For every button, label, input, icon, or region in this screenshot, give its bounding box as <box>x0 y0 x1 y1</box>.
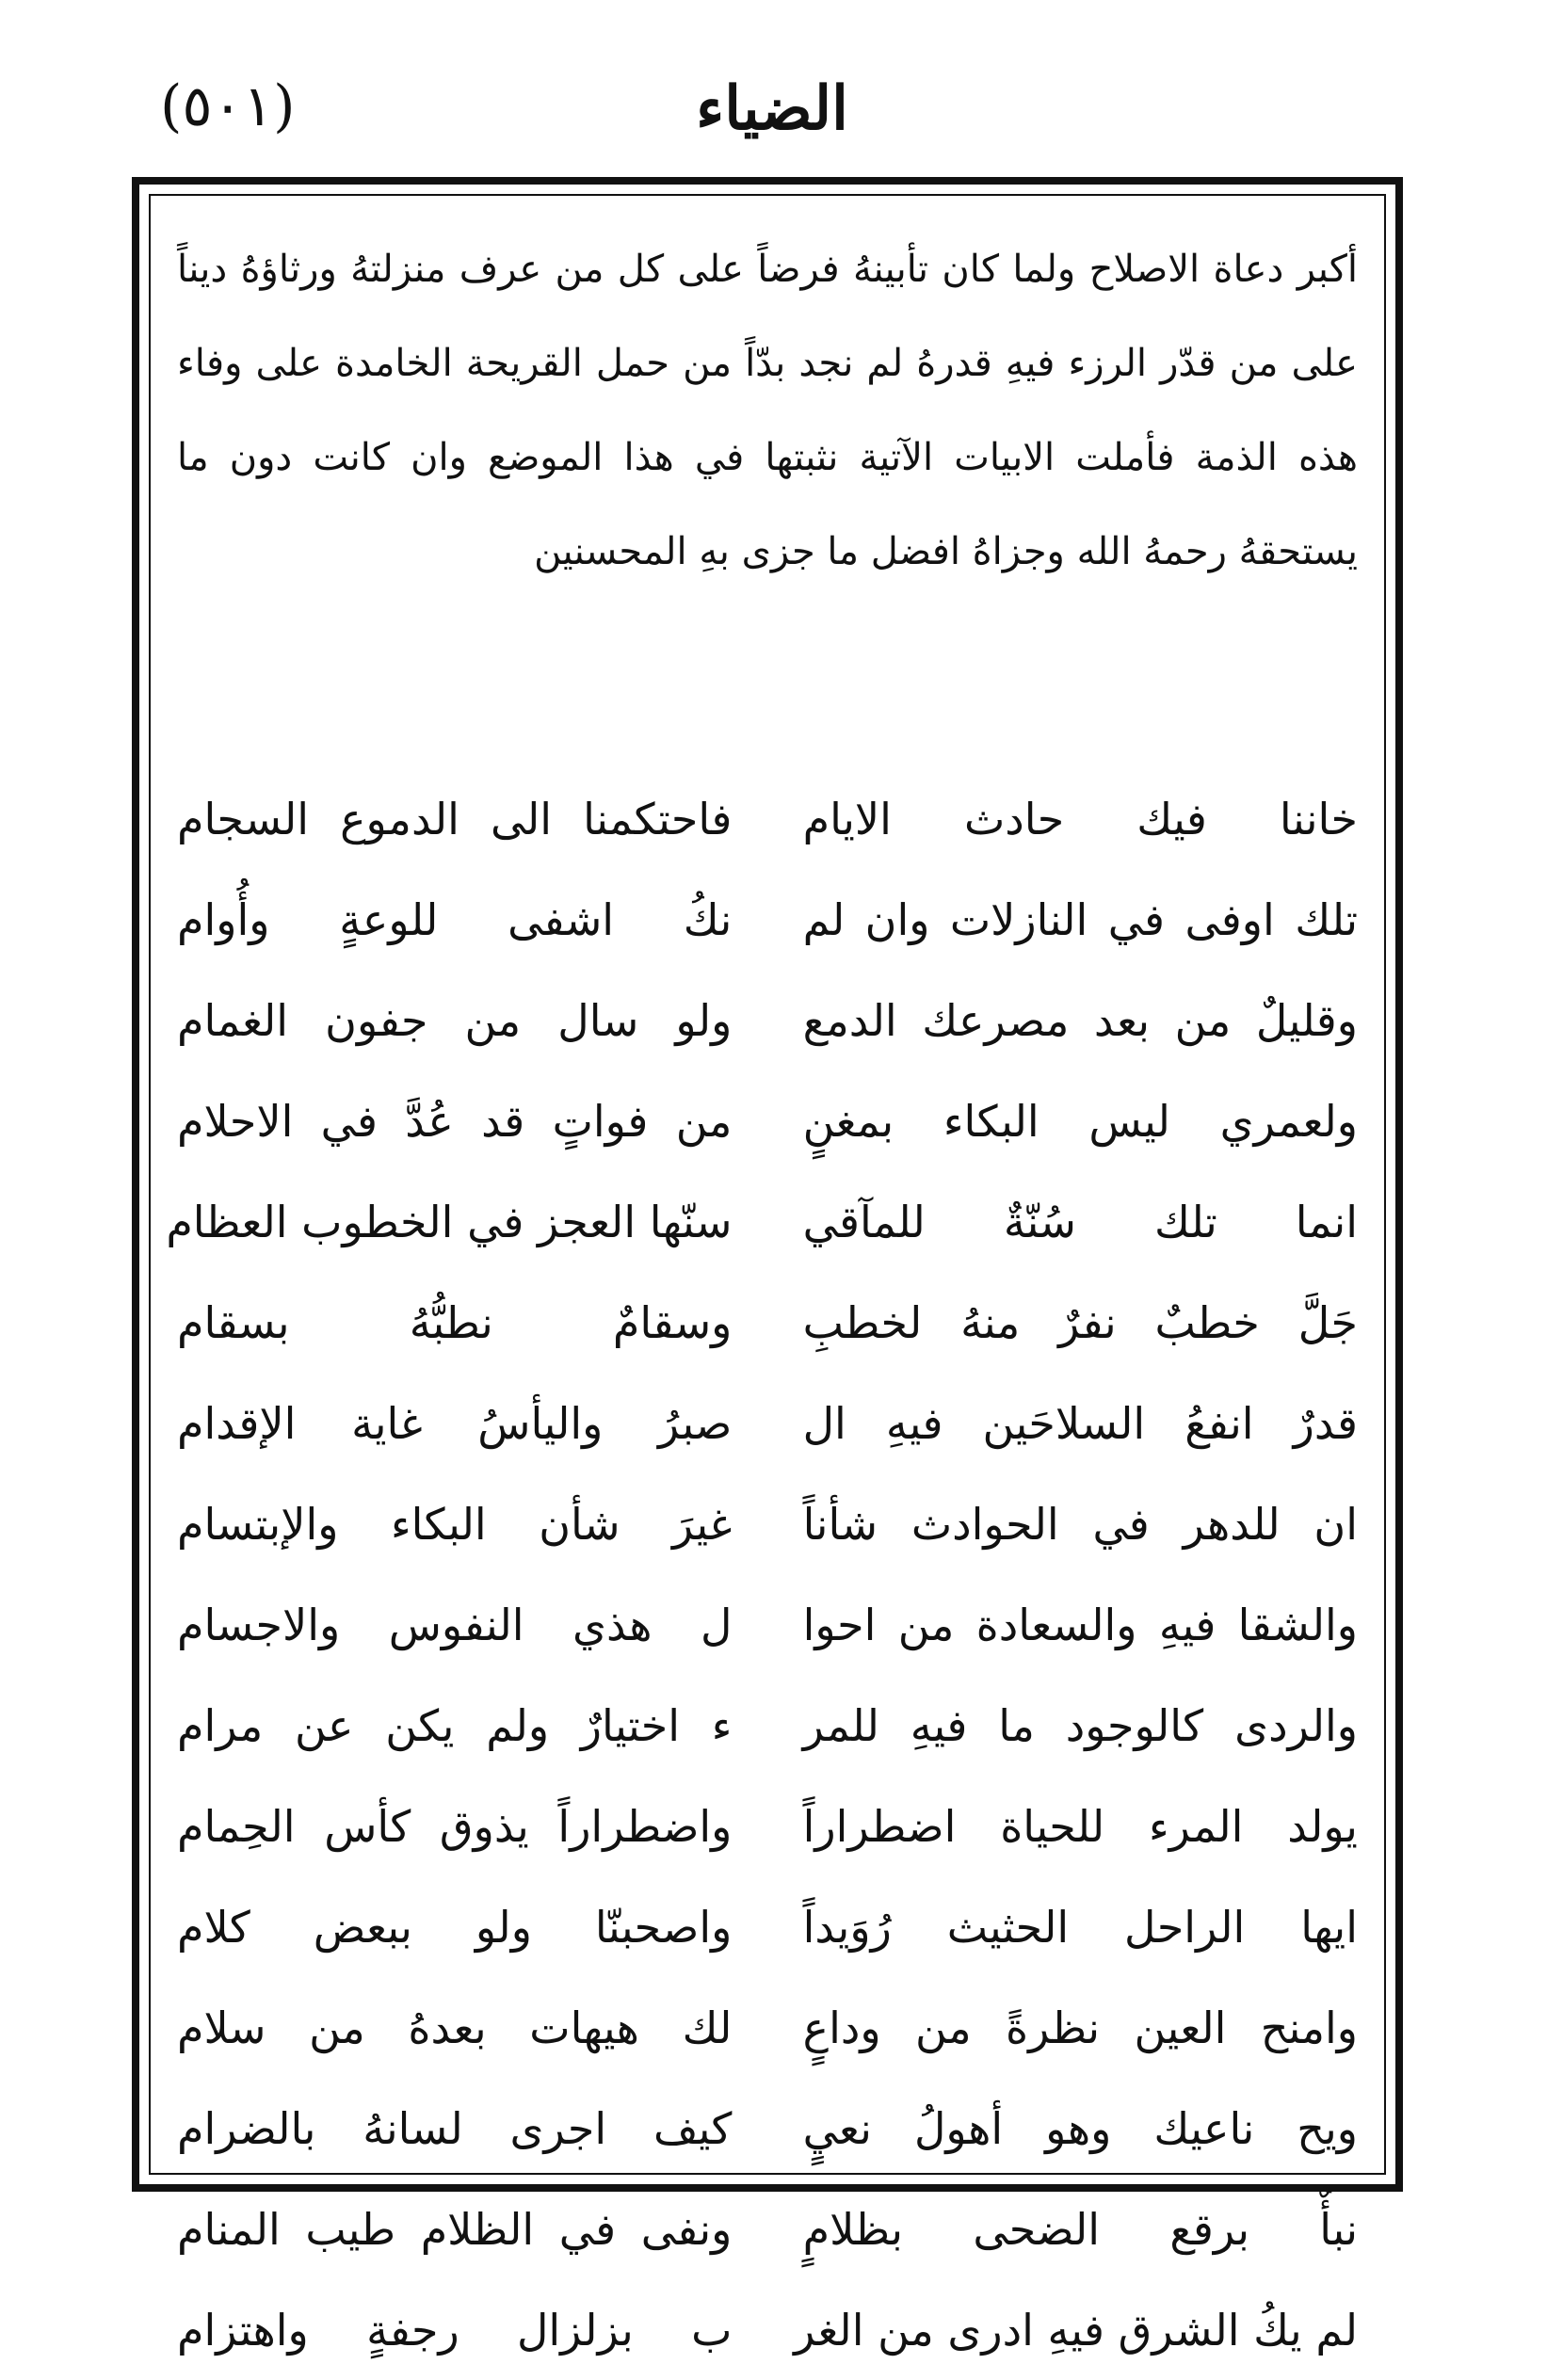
verse-second-hemistich: لك هيهات بعدهُ من سلام <box>177 2002 733 2053</box>
verse-first-hemistich: ان للدهر في الحوادث شأناً <box>802 1498 1358 1550</box>
verse-line <box>177 768 1358 869</box>
page-number: (٥٠١) <box>160 73 296 139</box>
page-frame <box>132 177 1403 2356</box>
verse-line <box>177 2078 1358 2179</box>
verse-first-hemistich: لم يكُ الشرق فيهِ ادرى من الغر <box>794 2304 1358 2356</box>
verse-first-hemistich: ويح ناعيك وهو أهولُ نعيٍ <box>802 2102 1358 2154</box>
verse-first-hemistich: والشقا فيهِ والسعادة من احوا <box>802 1599 1358 1650</box>
verse-line <box>177 1574 1358 1675</box>
journal-title: الضياء <box>696 73 848 144</box>
verse-line <box>177 1776 1358 1876</box>
verse-second-hemistich: ل هذي النفوس والاجسام <box>177 1599 733 1650</box>
verse-line <box>177 1070 1358 1171</box>
verse-second-hemistich: صبرُ واليأسُ غاية الإقدام <box>177 1397 733 1449</box>
verse-first-hemistich: جَلَّ خطبٌ نفرٌ منهُ لخطبِ <box>802 1296 1358 1348</box>
verse-second-hemistich: ء اختيارٌ ولم يكن عن مرام <box>177 1699 733 1751</box>
verse-line <box>177 970 1358 1070</box>
verse-first-hemistich: نبأٌ برقع الضحى بظلامٍ <box>802 2203 1358 2255</box>
verse-second-hemistich: واضطراراً يذوق كأس الحِمام <box>177 1800 733 1852</box>
verse-first-hemistich: وامنح العين نظرةً من وداعٍ <box>802 2002 1358 2053</box>
verse-line <box>177 1977 1358 2078</box>
verse-line <box>177 2279 1358 2380</box>
verse-line <box>166 1171 1358 1272</box>
verse-line <box>177 869 1358 970</box>
verse-second-hemistich: كيف اجرى لسانهُ بالضرام <box>177 2102 733 2154</box>
page-header <box>113 73 1431 177</box>
verse-line <box>177 1373 1358 1473</box>
verse-second-hemistich: ونفى في الظلام طيب المنام <box>177 2203 733 2255</box>
verse-first-hemistich: انما تلك سُنّةٌ للمآقي <box>802 1196 1358 1247</box>
verse-first-hemistich: ولعمري ليس البكاء بمغنٍ <box>802 1095 1358 1147</box>
verse-first-hemistich: تلك اوفى في النازلات وان لم <box>802 893 1358 945</box>
verse-first-hemistich: يولد المرء للحياة اضطراراً <box>802 1800 1358 1852</box>
intro-paragraph: أكبر دعاة الاصلاح ولما كان تأبينهُ فرضاً على كل من عرف منزلتهُ ورثاؤهُ ديناً على من قدّر الرزء فيهِ قدرهُ لم نجد بدّاً من حمل القريحة الخامدة على وفاء هذه الذمة فأملت الابيات الآتية نثبتها في هذا الموضع وان كانت دون ما يستحقهُ رحمهُ الله وجزاهُ افضل ما جزى بهِ المحسنين <box>177 248 1358 573</box>
verse-first-hemistich: ايها الراحل الحثيث رُوَيداً <box>802 1901 1358 1953</box>
verse-line <box>177 1675 1358 1776</box>
verse-second-hemistich: سنّها العجز في الخطوب العظام <box>166 1196 733 1247</box>
verse-line <box>177 1876 1358 1977</box>
verse-first-hemistich: خاننا فيك حادث الايام <box>802 793 1358 844</box>
verse-second-hemistich: وسقامٌ نطبُّهُ بسقام <box>177 1296 733 1348</box>
verse-second-hemistich: نكُ اشفى للوعةٍ وأُوام <box>177 893 733 945</box>
verse-second-hemistich: ب بزلزال رجفةٍ واهتزام <box>177 2304 733 2356</box>
verse-first-hemistich: والردى كالوجود ما فيهِ للمر <box>802 1699 1358 1751</box>
verse-first-hemistich: وقليلٌ من بعد مصرعك الدمع <box>802 994 1358 1046</box>
verse-line <box>177 1272 1358 1373</box>
verse-second-hemistich: من فواتٍ قد عُدَّ في الاحلام <box>177 1095 733 1147</box>
verse-line <box>177 1473 1358 1574</box>
verse-first-hemistich: قدرٌ انفعُ السلاحَين فيهِ ال <box>802 1397 1358 1449</box>
poem <box>166 768 1358 2380</box>
verse-line <box>177 2179 1358 2279</box>
verse-second-hemistich: فاحتكمنا الى الدموع السجام <box>177 793 733 844</box>
verse-second-hemistich: ولو سال من جفون الغمام <box>177 994 733 1046</box>
verse-second-hemistich: واصحبنّا ولو ببعض كلام <box>177 1901 733 1953</box>
verse-second-hemistich: غيرَ شأن البكاء والإبتسام <box>177 1498 733 1550</box>
